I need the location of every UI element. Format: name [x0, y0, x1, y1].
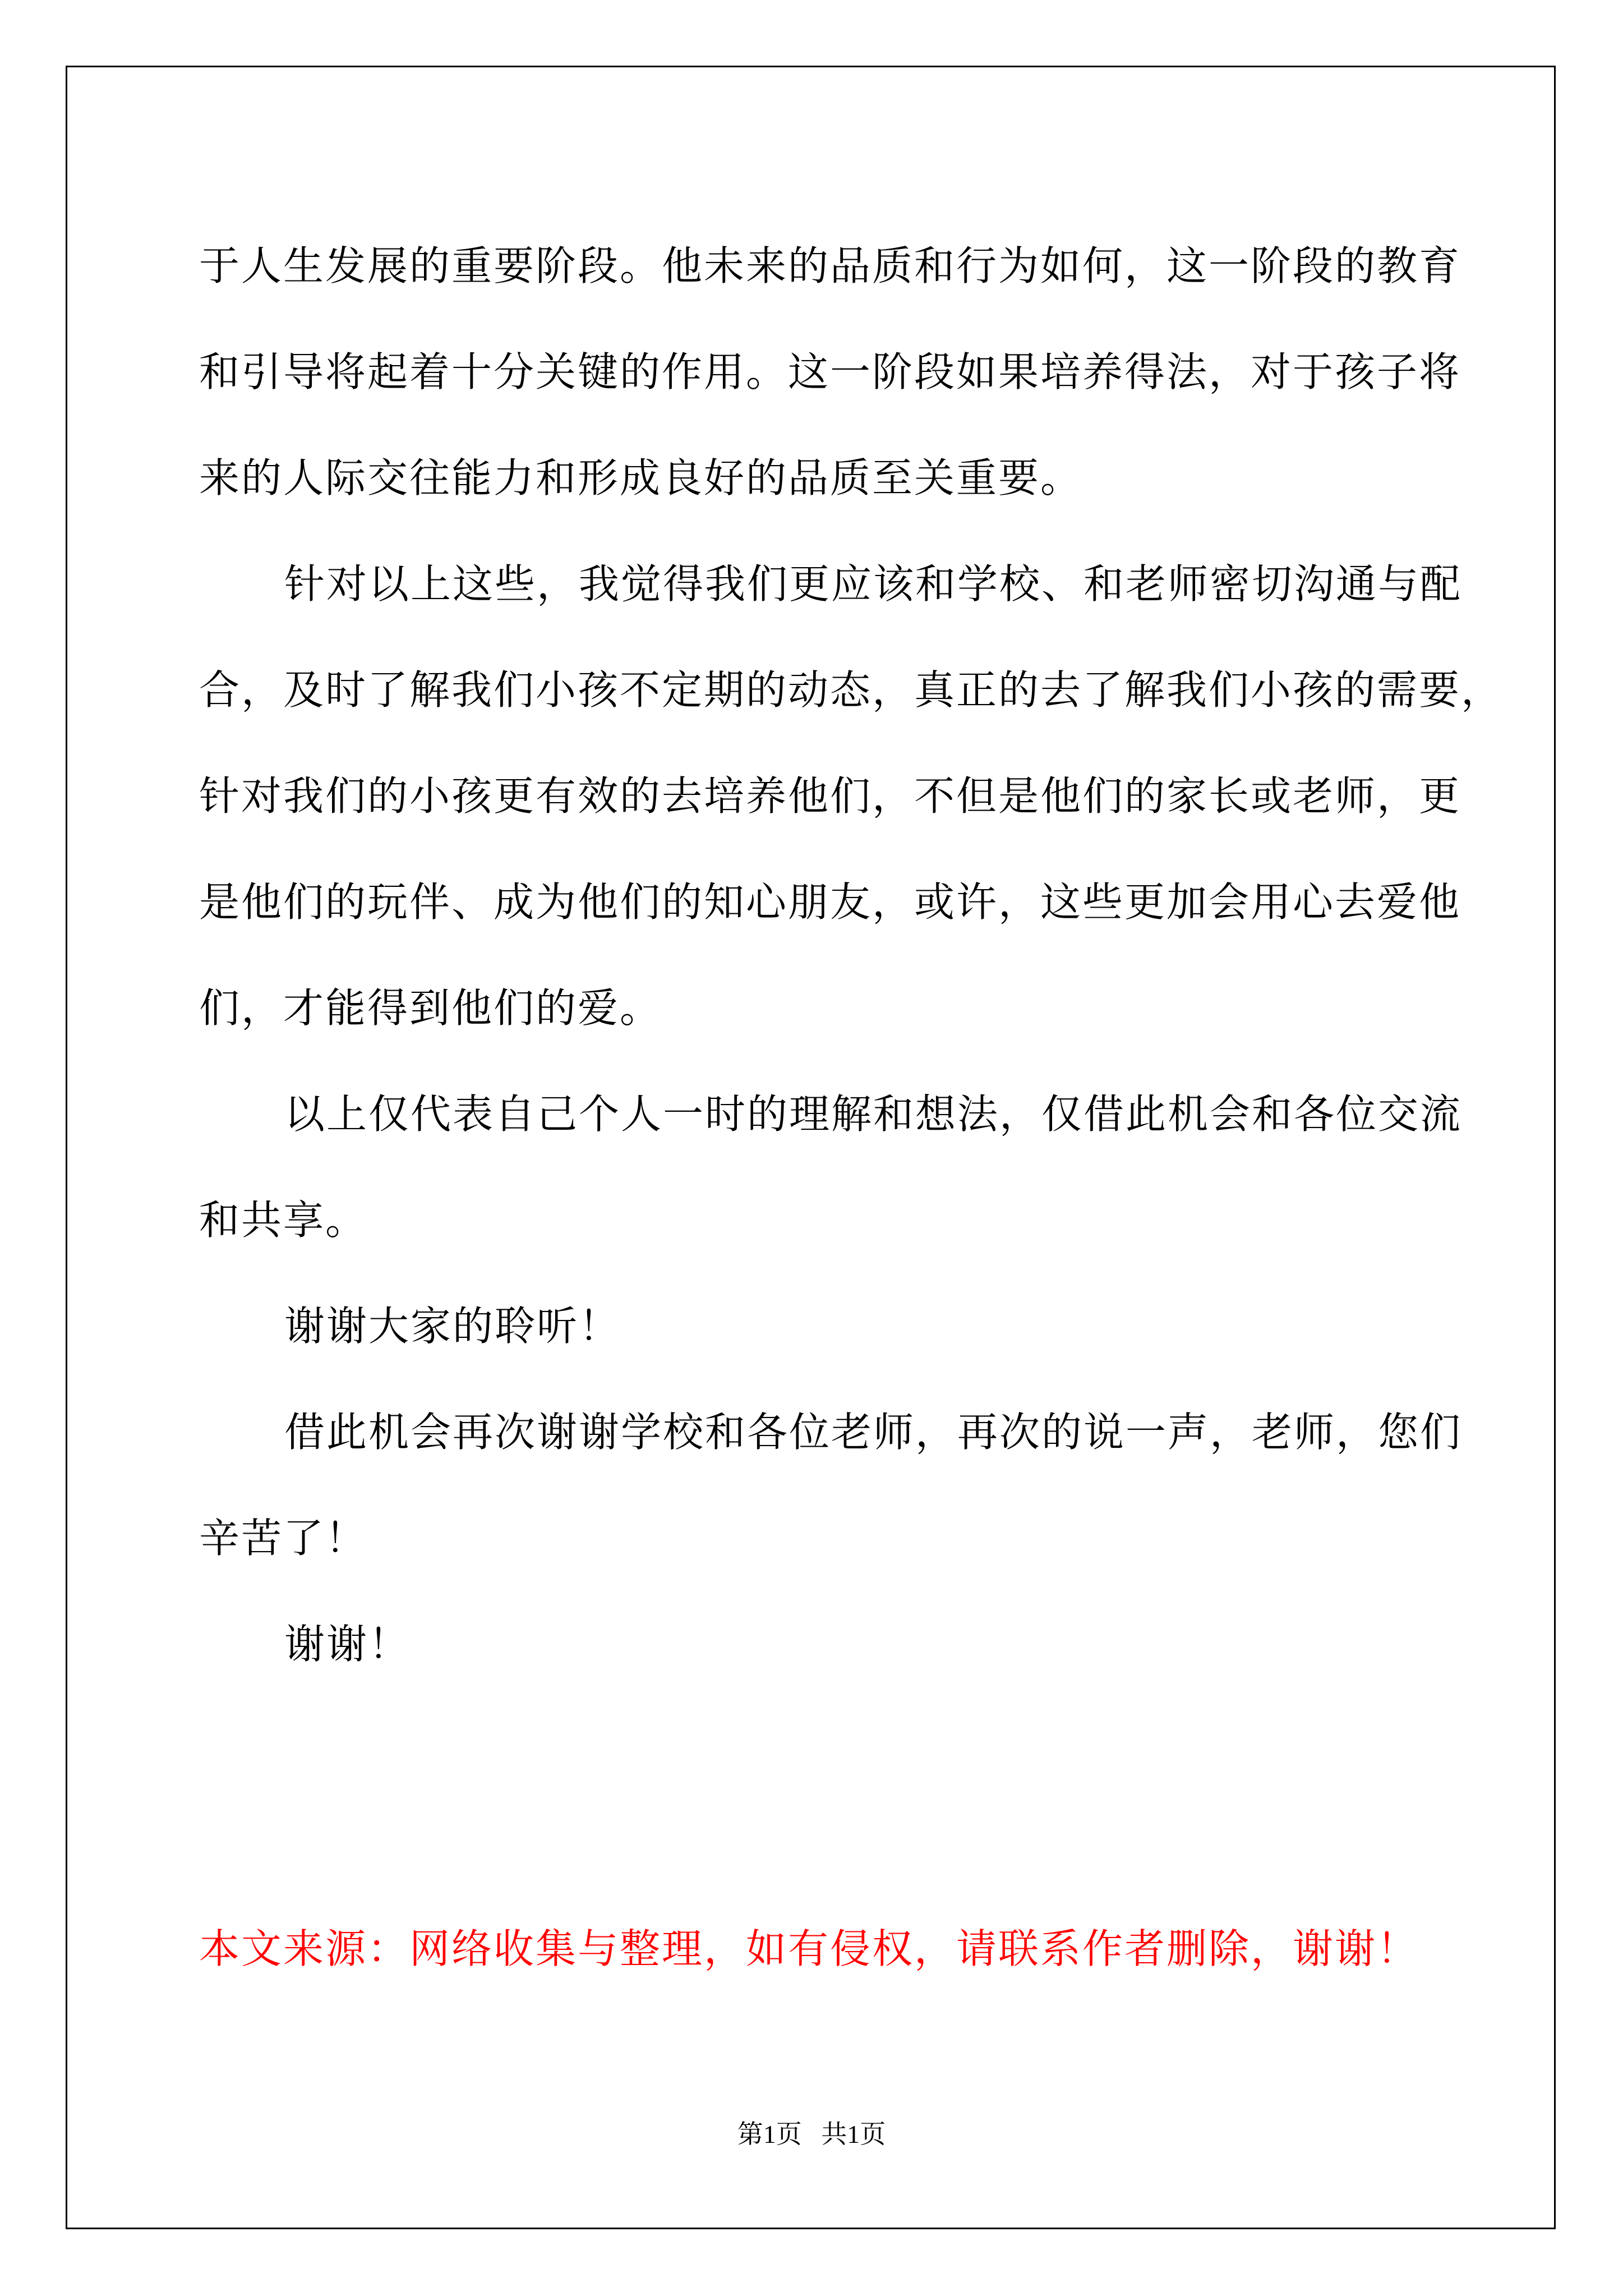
text-line: 来的人际交往能力和形成良好的品质至关重要。: [199, 454, 1083, 501]
text-line: 们，才能得到他们的爱。: [199, 984, 662, 1032]
text-line: 谢谢！: [284, 1621, 411, 1668]
text-line: 辛苦了！: [199, 1515, 368, 1562]
text-line: 合，及时了解我们小孩不定期的动态，真正的去了解我们小孩的需要，: [199, 666, 1504, 714]
text-line: 和引导将起着十分关键的作用。这一阶段如果培养得法，对于孩子将: [199, 348, 1461, 395]
text-line: 谢谢大家的聆听！: [284, 1303, 621, 1350]
text-line: 针对以上这些，我觉得我们更应该和学校、和老师密切沟通与配: [284, 560, 1463, 608]
text-line: 针对我们的小孩更有效的去培养他们，不但是他们的家长或老师，更: [199, 772, 1461, 820]
paragraph: [199, 531, 1504, 1061]
text-line: 和共享。: [199, 1197, 368, 1244]
text-line: 借此机会再次谢谢学校和各位老师，再次的说一声，老师，您们: [284, 1409, 1463, 1456]
paragraph: [199, 1061, 1463, 1273]
paragraph: [199, 1273, 1444, 1379]
paragraph: [199, 213, 1461, 531]
document-body: [199, 213, 1504, 1697]
source-notice: 本文来源：网络收集与整理，如有侵权，请联系作者删除，谢谢！: [199, 1925, 1419, 1972]
paragraph: [199, 1379, 1463, 1591]
paragraph: [199, 1591, 1444, 1697]
page-number-footer: 第1页 共1页: [737, 2120, 886, 2148]
text-line: 以上仅代表自己个人一时的理解和想法，仅借此机会和各位交流: [284, 1091, 1463, 1138]
text-line: 于人生发展的重要阶段。他未来的品质和行为如何，这一阶段的教育: [199, 242, 1461, 289]
text-line: 是他们的玩伴、成为他们的知心朋友，或许，这些更加会用心去爱他: [199, 878, 1461, 926]
